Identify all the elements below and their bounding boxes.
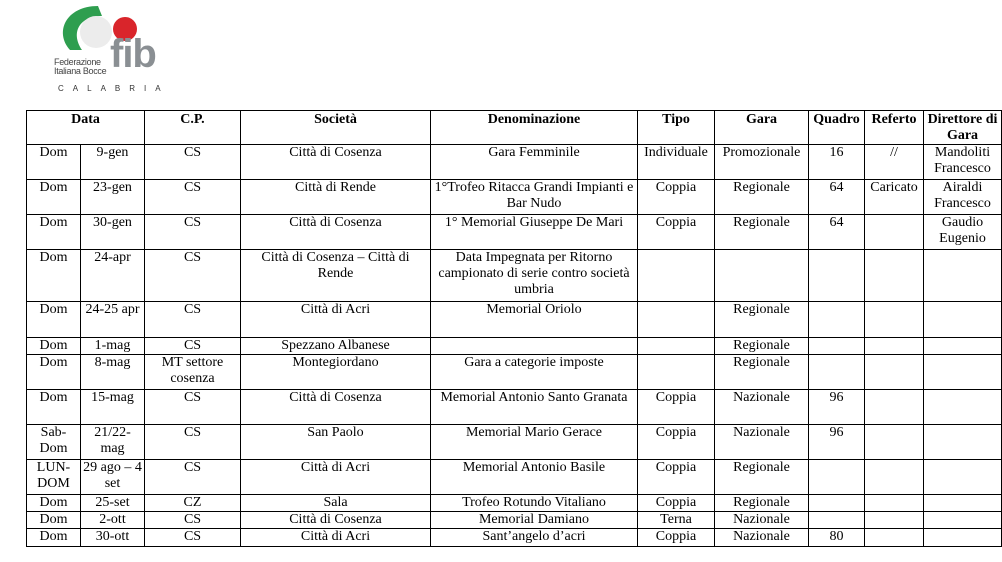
cell-cp: CS — [145, 180, 241, 215]
cell-cp: CS — [145, 145, 241, 180]
cell-tipo: Coppia — [638, 180, 715, 215]
cell-denominazione: Memorial Antonio Basile — [431, 460, 638, 495]
cell-quadro — [809, 338, 865, 355]
cell-quadro: 96 — [809, 390, 865, 425]
cell-direttore — [924, 529, 1002, 547]
cell-referto: Caricato — [865, 180, 924, 215]
cell-tipo: Coppia — [638, 460, 715, 495]
cell-referto: // — [865, 145, 924, 180]
cell-gara: Promozionale — [715, 145, 809, 180]
table-row — [27, 250, 1002, 302]
table-row — [27, 180, 1002, 215]
cell-direttore — [924, 495, 1002, 512]
table-row — [27, 355, 1002, 390]
cell-tipo: Coppia — [638, 425, 715, 460]
cell-tipo: Terna — [638, 512, 715, 529]
cell-cp: CS — [145, 512, 241, 529]
cell-denominazione — [431, 338, 638, 355]
cell-tipo: Coppia — [638, 529, 715, 547]
cell-day: Dom — [27, 145, 81, 180]
fib-brand-text: fib — [110, 32, 156, 76]
header-referto: Referto — [865, 111, 924, 145]
cell-societa: Città di Acri — [241, 302, 431, 338]
cell-day: Dom — [27, 338, 81, 355]
table-row — [27, 390, 1002, 425]
cell-day: Dom — [27, 250, 81, 302]
cell-cp: CZ — [145, 495, 241, 512]
cell-date: 30-gen — [81, 215, 145, 250]
table-row — [27, 145, 1002, 180]
cell-gara: Regionale — [715, 180, 809, 215]
cell-cp: CS — [145, 338, 241, 355]
cell-cp: MT settore cosenza — [145, 355, 241, 390]
cell-gara: Regionale — [715, 355, 809, 390]
cell-day: Dom — [27, 495, 81, 512]
cell-date: 30-ott — [81, 529, 145, 547]
cell-denominazione: Memorial Oriolo — [431, 302, 638, 338]
cell-quadro: 64 — [809, 180, 865, 215]
cell-day: Dom — [27, 529, 81, 547]
cell-quadro: 64 — [809, 215, 865, 250]
cell-date: 24-apr — [81, 250, 145, 302]
table-row — [27, 302, 1002, 338]
cell-quadro — [809, 495, 865, 512]
table-row — [27, 338, 1002, 355]
header-societa: Società — [241, 111, 431, 145]
cell-gara: Regionale — [715, 215, 809, 250]
cell-cp: CS — [145, 215, 241, 250]
cell-denominazione: 1°Trofeo Ritacca Grandi Impianti e Bar Nudo — [431, 180, 638, 215]
cell-referto — [865, 495, 924, 512]
cell-denominazione: Trofeo Rotundo Vitaliano — [431, 495, 638, 512]
cell-gara: Nazionale — [715, 529, 809, 547]
header-quadro: Quadro — [809, 111, 865, 145]
cell-day: Dom — [27, 215, 81, 250]
cell-quadro: 80 — [809, 529, 865, 547]
cell-quadro — [809, 512, 865, 529]
cell-direttore: Gaudio Eugenio — [924, 215, 1002, 250]
cell-direttore: Airaldi Francesco — [924, 180, 1002, 215]
cell-date: 2-ott — [81, 512, 145, 529]
cell-date: 8-mag — [81, 355, 145, 390]
cell-quadro: 16 — [809, 145, 865, 180]
cell-gara: Regionale — [715, 495, 809, 512]
cell-quadro — [809, 355, 865, 390]
table-row — [27, 460, 1002, 495]
cell-referto — [865, 460, 924, 495]
cell-quadro — [809, 302, 865, 338]
table-row — [27, 512, 1002, 529]
cell-tipo — [638, 355, 715, 390]
cell-cp: CS — [145, 390, 241, 425]
table-row — [27, 215, 1002, 250]
cell-societa: Città di Acri — [241, 460, 431, 495]
federation-line-1: Federazione — [54, 57, 101, 67]
cell-tipo: Coppia — [638, 495, 715, 512]
cell-denominazione: Memorial Damiano — [431, 512, 638, 529]
cell-direttore — [924, 460, 1002, 495]
cell-direttore — [924, 390, 1002, 425]
cell-gara: Regionale — [715, 338, 809, 355]
cell-denominazione: Gara a categorie imposte — [431, 355, 638, 390]
cell-societa: Città di Cosenza — [241, 145, 431, 180]
cell-day: Dom — [27, 390, 81, 425]
cell-direttore — [924, 512, 1002, 529]
calendar-table — [26, 110, 1002, 547]
cell-date: 15-mag — [81, 390, 145, 425]
cell-gara: Nazionale — [715, 425, 809, 460]
cell-gara — [715, 250, 809, 302]
cell-denominazione: Data Impegnata per Ritorno campionato di serie contro società umbria — [431, 250, 638, 302]
header-gara: Gara — [715, 111, 809, 145]
cell-day: Dom — [27, 355, 81, 390]
cell-direttore — [924, 425, 1002, 460]
cell-day: Dom — [27, 512, 81, 529]
federation-name — [54, 58, 106, 76]
cell-societa: San Paolo — [241, 425, 431, 460]
table-header-row — [27, 111, 1002, 145]
cell-day: Dom — [27, 180, 81, 215]
cell-day: Sab-Dom — [27, 425, 81, 460]
header-tipo: Tipo — [638, 111, 715, 145]
cell-direttore — [924, 338, 1002, 355]
cell-cp: CS — [145, 425, 241, 460]
federation-line-2: Italiana Bocce — [54, 66, 107, 76]
cell-denominazione: Sant’angelo d’acri — [431, 529, 638, 547]
cell-cp: CS — [145, 460, 241, 495]
cell-societa: Città di Rende — [241, 180, 431, 215]
cell-cp: CS — [145, 529, 241, 547]
cell-date: 29 ago – 4 set — [81, 460, 145, 495]
cell-referto — [865, 390, 924, 425]
cell-day: Dom — [27, 302, 81, 338]
cell-referto — [865, 338, 924, 355]
cell-tipo — [638, 302, 715, 338]
cell-societa: Sala — [241, 495, 431, 512]
region-label: CALABRIA — [58, 84, 170, 93]
cell-tipo — [638, 338, 715, 355]
cell-date: 25-set — [81, 495, 145, 512]
cell-societa: Città di Acri — [241, 529, 431, 547]
cell-quadro — [809, 460, 865, 495]
cell-societa: Città di Cosenza — [241, 215, 431, 250]
cell-direttore — [924, 302, 1002, 338]
header-cp: C.P. — [145, 111, 241, 145]
cell-gara: Nazionale — [715, 390, 809, 425]
cell-denominazione: 1° Memorial Giuseppe De Mari — [431, 215, 638, 250]
cell-quadro — [809, 250, 865, 302]
cell-gara: Regionale — [715, 460, 809, 495]
cell-cp: CS — [145, 250, 241, 302]
header-direttore: Direttore di Gara — [924, 111, 1002, 145]
cell-cp: CS — [145, 302, 241, 338]
table-row — [27, 529, 1002, 547]
cell-societa: Città di Cosenza — [241, 390, 431, 425]
cell-date: 21/22-mag — [81, 425, 145, 460]
cell-day: LUN-DOM — [27, 460, 81, 495]
header-denominazione: Denominazione — [431, 111, 638, 145]
cell-referto — [865, 529, 924, 547]
cell-tipo: Coppia — [638, 215, 715, 250]
cell-denominazione: Memorial Antonio Santo Granata — [431, 390, 638, 425]
header-data: Data — [27, 111, 145, 145]
cell-referto — [865, 425, 924, 460]
table-row — [27, 495, 1002, 512]
cell-gara: Nazionale — [715, 512, 809, 529]
cell-tipo: Individuale — [638, 145, 715, 180]
cell-direttore: Mandoliti Francesco — [924, 145, 1002, 180]
cell-societa: Città di Cosenza — [241, 512, 431, 529]
cell-referto — [865, 355, 924, 390]
cell-societa: Spezzano Albanese — [241, 338, 431, 355]
cell-date: 23-gen — [81, 180, 145, 215]
cell-referto — [865, 250, 924, 302]
cell-denominazione: Memorial Mario Gerace — [431, 425, 638, 460]
cell-date: 24-25 apr — [81, 302, 145, 338]
cell-quadro: 96 — [809, 425, 865, 460]
cell-date: 9-gen — [81, 145, 145, 180]
cell-date: 1-mag — [81, 338, 145, 355]
cell-denominazione: Gara Femminile — [431, 145, 638, 180]
cell-tipo: Coppia — [638, 390, 715, 425]
cell-tipo — [638, 250, 715, 302]
cell-referto — [865, 302, 924, 338]
cell-direttore — [924, 250, 1002, 302]
cell-direttore — [924, 355, 1002, 390]
cell-gara: Regionale — [715, 302, 809, 338]
table-row — [27, 425, 1002, 460]
cell-societa: Città di Cosenza – Città di Rende — [241, 250, 431, 302]
fib-logo — [40, 2, 175, 94]
cell-referto — [865, 215, 924, 250]
cell-societa: Montegiordano — [241, 355, 431, 390]
cell-referto — [865, 512, 924, 529]
